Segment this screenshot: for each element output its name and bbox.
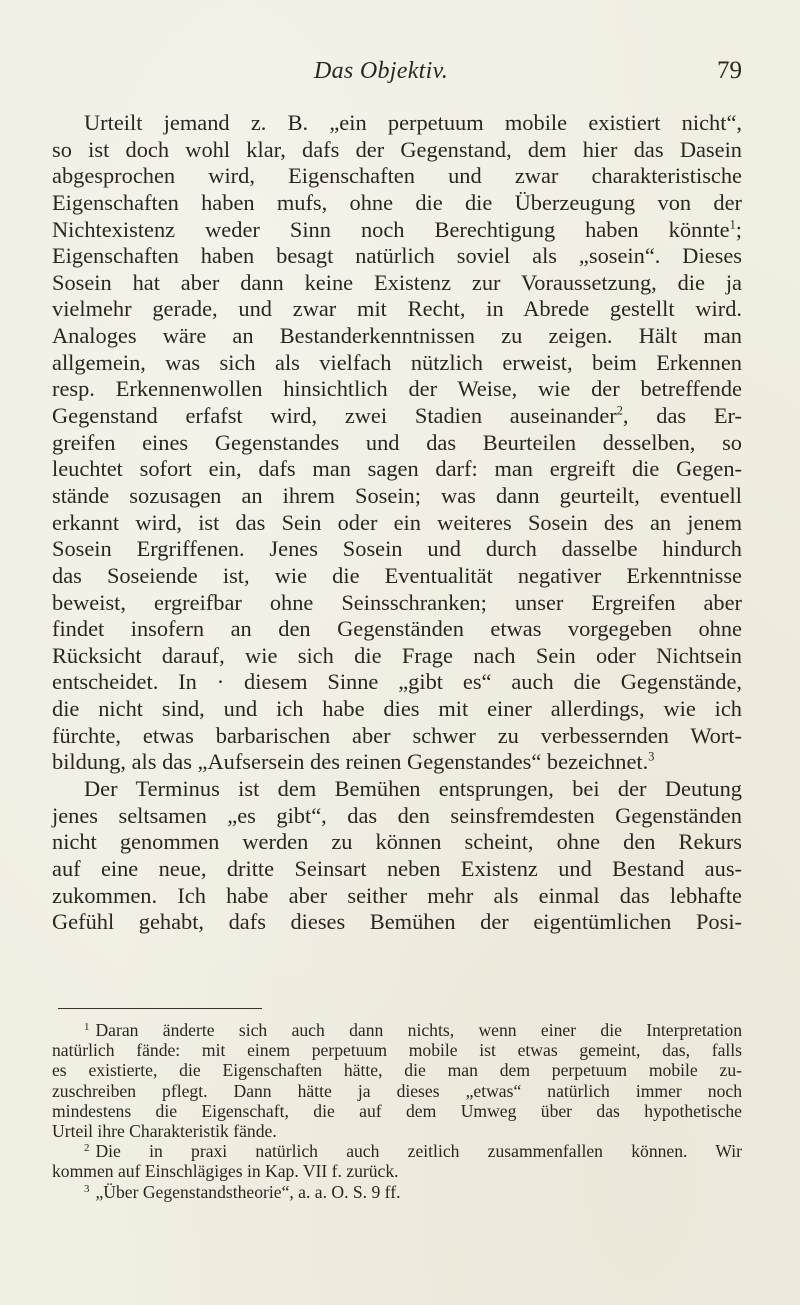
text-line: Urteilt jemand z. B. „ein perpetuum mobile existiert nicht“, — [84, 110, 742, 135]
text-line: Analoges wäre an Bestanderkenntnissen zu zeigen. Hält man — [52, 323, 742, 349]
text-line: Der Terminus ist dem Bemühen entsprungen, bei der Deutung — [84, 776, 742, 802]
text-line: bildung, als das „Aufsersein des reinen Gegenstandes“ bezeichnet.$^3$ — [52, 749, 655, 775]
text-line: abgesprochen wird, Eigenschaften und zwar charakteristische — [52, 163, 742, 189]
footnote-line: $^3$ „Über Gegenstandstheorie“, a. a. O. S. 9 ff. — [84, 1181, 401, 1202]
text-line: allgemein, was sich als vielfach nützlich erweist, beim Erkennen — [52, 349, 742, 375]
text-line: das Soseiende ist, wie die Eventualität negativer Erkenntnisse — [52, 562, 742, 588]
text-line: Gefühl gehabt, dafs dieses Bemühen der eigentümlichen Posi- — [52, 909, 742, 935]
text-line: so ist doch wohl klar, dafs der Gegenstand, dem hier das Dasein — [52, 136, 742, 162]
text-line: fürchte, etwas barbarischen aber schwer zu verbessernden Wort- — [52, 722, 742, 748]
footnote-line: mindestens die Eigenschaft, die auf dem Umweg über das hypothetische — [52, 1100, 742, 1121]
text-line: erkannt wird, ist das Sein oder ein weiteres Sosein des an jenem — [52, 509, 742, 535]
running-title: Das Objektiv. — [314, 58, 449, 84]
footnote-line: $^2$ Die in praxi natürlich auch zeitlich zusammenfallen können. Wir — [84, 1141, 742, 1162]
footnote-ref: 1 — [729, 216, 736, 231]
text-line: entscheidet. In · diesem Sinne „gibt es“ auch die Gegenstände, — [52, 669, 742, 695]
footnote-line: kommen auf Einschlägiges in Kap. VII f. zurück. — [52, 1161, 399, 1182]
footnote-ref: 3 — [648, 749, 655, 764]
text-line: Sosein Ergriffenen. Jenes Sosein und durch dasselbe hindurch — [52, 536, 742, 562]
footnote-line: $^1$ Daran änderte sich auch dann nichts, wenn einer die Interpretation — [84, 1020, 742, 1040]
footnote-separator — [58, 1008, 262, 1009]
text-line: stände sozusagen an ihrem Sosein; was dann geurteilt, eventuell — [52, 482, 742, 508]
text-line: findet insofern an den Gegenständen etwas vorgegeben ohne — [52, 616, 742, 642]
footnote-line: Urteil ihre Charakteristik fände. — [52, 1120, 277, 1141]
text-line: Nichtexistenz weder Sinn noch Berechtigung haben könnte$^1$; — [52, 216, 742, 242]
text-line: Eigenschaften haben besagt natürlich soviel als „sosein“. Dieses — [52, 243, 742, 269]
text-line: Eigenschaften haben mufs, ohne die die Überzeugung von der — [52, 189, 742, 215]
footnotes — [52, 1020, 742, 1202]
text-line: beweist, ergreifbar ohne Seinsschranken; unser Ergreifen aber — [52, 589, 742, 615]
footnote-line: es existierte, die Eigenschaften hätte, die man dem perpetuum mobile zu- — [52, 1060, 742, 1081]
text-line: nicht genommen werden zu können scheint, ohne den Rekurs — [52, 829, 742, 855]
text-line: Sosein hat aber dann keine Existenz zur Voraussetzung, die ja — [52, 269, 742, 295]
text-line: auf eine neue, dritte Seinsart neben Existenz und Bestand aus- — [52, 855, 742, 881]
footnote-line: natürlich fände: mit einem perpetuum mobile ist etwas gemeint, das, falls — [52, 1040, 742, 1061]
page-header — [52, 58, 742, 90]
footnote-number: 3 — [84, 1182, 90, 1195]
footnote-line: zuschreiben pflegt. Dann hätte ja dieses „etwas“ natürlich immer noch — [52, 1080, 742, 1101]
text-line: zukommen. Ich habe aber seither mehr als einmal das lebhafte — [52, 882, 742, 908]
text-line: vielmehr gerade, und zwar mit Recht, in Abrede gestellt wird. — [52, 296, 742, 322]
text-line: Rücksicht darauf, wie sich die Frage nach Sein oder Nichtsein — [52, 642, 742, 668]
footnote-number: 1 — [84, 1021, 90, 1033]
text-line: jenes seltsamen „es gibt“, das den seinsfremdesten Gegenständen — [52, 802, 742, 828]
footnote-ref: 2 — [616, 403, 623, 418]
page-number: 79 — [717, 57, 742, 84]
main-text — [52, 110, 742, 936]
text-line: Gegenstand erfafst wird, zwei Stadien auseinander$^2$, das Er- — [52, 403, 742, 429]
text-line: resp. Erkennenwollen hinsichtlich der Weise, wie der betreffende — [52, 376, 742, 402]
text-line: greifen eines Gegenstandes und das Beurteilen desselben, so — [52, 429, 742, 455]
text-line: leuchtet sofort ein, dafs man sagen darf: man ergreift die Gegen- — [52, 456, 742, 482]
footnote-number: 2 — [84, 1142, 90, 1155]
text-line: die nicht sind, und ich habe dies mit einer allerdings, wie ich — [52, 696, 742, 722]
